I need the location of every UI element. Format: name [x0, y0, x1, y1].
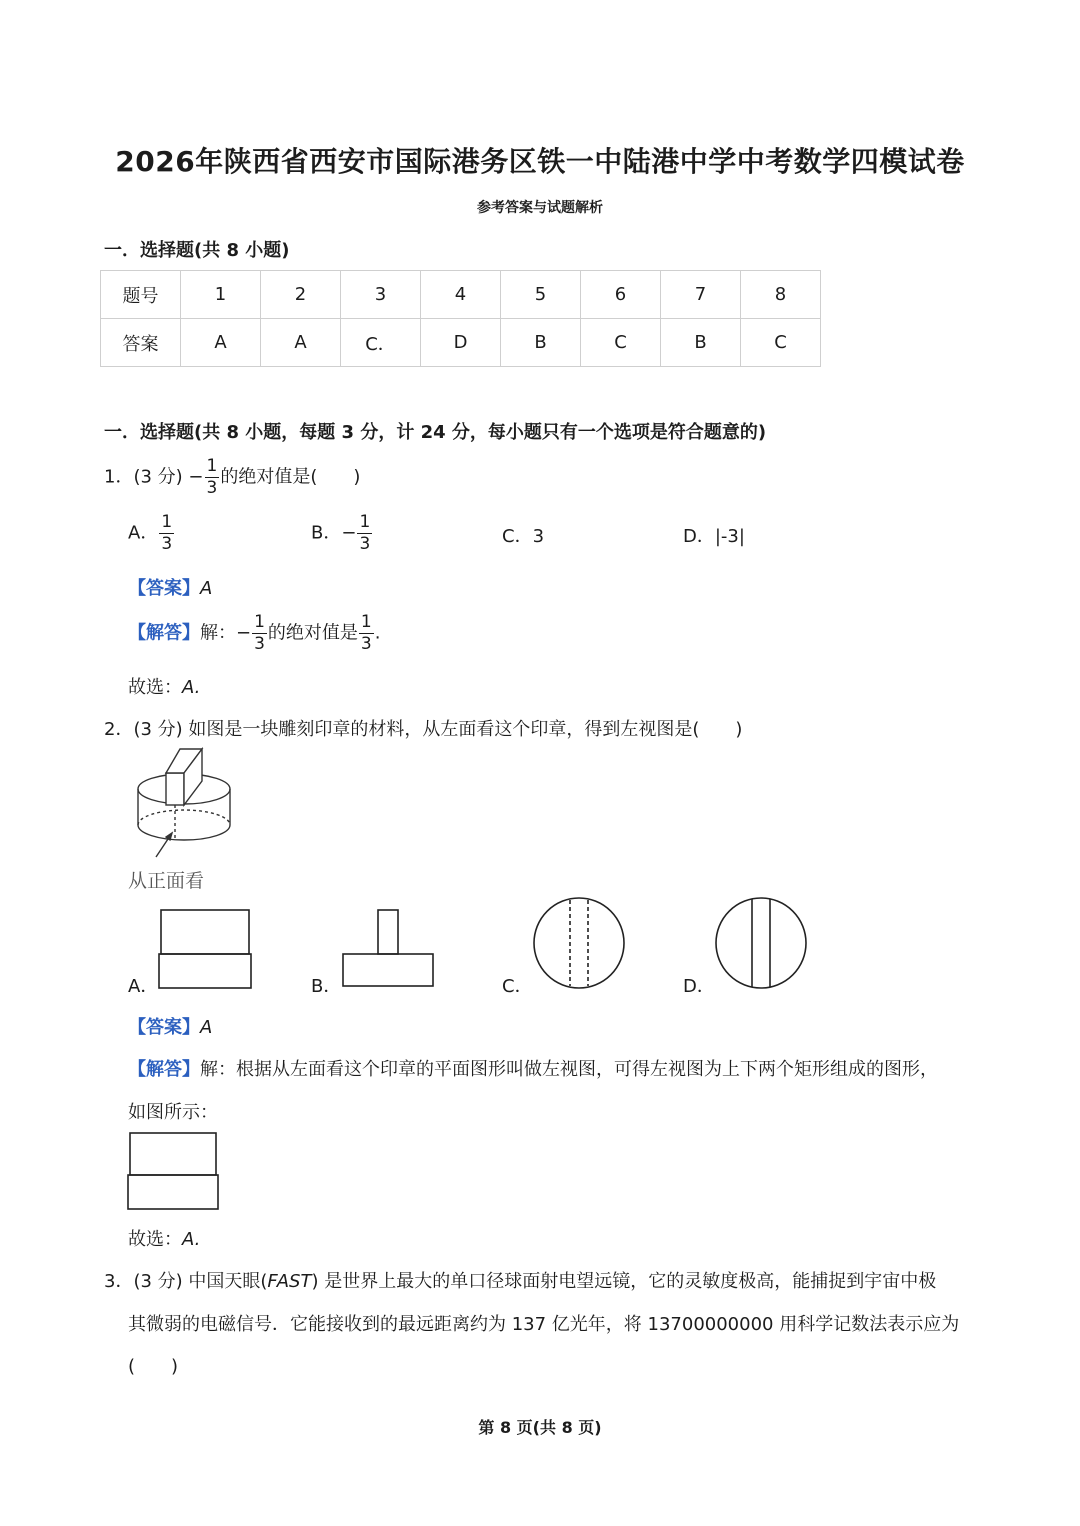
conclusion-value: A.: [182, 677, 201, 698]
question-number-cell: 4: [421, 271, 501, 319]
answer-line: [128, 1013, 212, 1039]
fraction-denominator: 3: [161, 534, 173, 554]
analysis-end: .: [374, 622, 381, 644]
question-number-cell: 8: [741, 271, 821, 319]
conclusion-value: A.: [182, 1229, 201, 1250]
page-footer: 第 8 页(共 8 页): [478, 1418, 602, 1437]
answer-cell: A: [181, 319, 261, 367]
conclusion-prefix: 故选：: [128, 677, 182, 698]
analysis-prefix: 解：: [200, 622, 236, 644]
minus-sign: −: [236, 622, 252, 644]
question-number-cell: 6: [581, 271, 661, 319]
document-subtitle: 参考答案与试题解析: [477, 200, 603, 216]
option-b-label: B．: [311, 976, 342, 997]
question-3-line-3: ( ): [128, 1356, 179, 1377]
answer-cell: B: [501, 319, 581, 367]
answer-cell: C: [581, 319, 661, 367]
option-b: [311, 514, 373, 553]
question-3-fast: FAST: [267, 1271, 312, 1292]
question-1-stem: [104, 458, 360, 497]
option-d: D．|-3|: [683, 526, 745, 547]
option-a: [128, 514, 175, 553]
analysis-tag: 【解答】: [128, 622, 200, 644]
fraction-numerator: 1: [360, 612, 372, 632]
answer-summary-table: [100, 270, 821, 367]
table-row-label: 题号: [101, 271, 181, 319]
minus-sign: −: [188, 466, 204, 488]
answer-cell: C．: [341, 319, 421, 367]
answer-cell: B: [661, 319, 741, 367]
table-row: [101, 271, 821, 319]
question-stem-tail: 的绝对值是( ): [220, 466, 361, 488]
option-a-figure: [158, 908, 254, 990]
minus-sign: −: [341, 522, 357, 544]
summary-heading: 一．选择题(共 8 小题): [104, 240, 290, 261]
question-3-prefix: 3．(3 分) 中国天眼(: [104, 1271, 268, 1292]
question-3-line-2: 其微弱的电磁信号．它能接收到的最远距离约为 137 亿光年，将 13700000000 用科学记数法表示应为: [128, 1314, 960, 1335]
analysis-figure: [126, 1131, 222, 1213]
option-c: C．3: [502, 526, 545, 547]
conclusion-prefix: 故选：: [128, 1229, 182, 1250]
analysis-mid: 的绝对值是: [267, 622, 358, 644]
question-number-cell: 5: [501, 271, 581, 319]
question-3-suffix: ) 是世界上最大的单口径球面射电望远镜，它的灵敏度极高，能捕捉到宇宙中极: [311, 1271, 937, 1292]
document-title: 2026年陕西省西安市国际港务区铁一中陆港中学中考数学四模试卷: [115, 145, 965, 178]
seal-3d-figure: [128, 745, 238, 860]
option-d-figure: [712, 896, 810, 992]
question-number-cell: 7: [661, 271, 741, 319]
table-row-label: 答案: [101, 319, 181, 367]
answer-value: A: [200, 1017, 213, 1038]
option-c-label: C．: [502, 976, 533, 997]
fraction-denominator: 3: [360, 634, 372, 654]
fraction-denominator: 3: [206, 478, 218, 498]
answer-value: A: [200, 578, 213, 599]
figure-caption: 从正面看: [128, 870, 205, 892]
fraction-denominator: 3: [359, 534, 371, 554]
question-number-cell: 2: [261, 271, 341, 319]
analysis-text: 解：根据从左面看这个印章的平面图形叫做左视图，可得左视图为上下两个矩形组成的图形，: [200, 1059, 938, 1080]
conclusion-line: [128, 673, 200, 699]
option-label: A．: [128, 522, 159, 544]
fraction-numerator: 1: [161, 512, 173, 532]
answer-cell: C: [741, 319, 821, 367]
analysis-line: [128, 1055, 938, 1081]
section-heading: 一．选择题(共 8 小题，每题 3 分，计 24 分，每小题只有一个选项是符合题意的): [104, 422, 767, 443]
fraction-numerator: 1: [359, 512, 371, 532]
answer-tag: 【答案】: [128, 578, 200, 599]
fraction: [252, 614, 267, 653]
option-d-label: D．: [683, 976, 715, 997]
question-number: 1．(3 分): [104, 466, 183, 488]
analysis-line-2: 如图所示：: [128, 1102, 218, 1123]
fraction-denominator: 3: [254, 634, 265, 654]
fraction: [205, 458, 220, 497]
table-row: [101, 319, 821, 367]
question-2-stem: 2．(3 分) 如图是一块雕刻印章的材料，从左面看这个印章，得到左视图是( ): [104, 719, 743, 740]
analysis-tag: 【解答】: [128, 1059, 200, 1080]
question-3-line-1: [104, 1267, 936, 1293]
option-b-figure: [341, 908, 437, 990]
answer-tag: 【答案】: [128, 1017, 200, 1038]
option-label: B．: [311, 522, 342, 544]
option-a-label: A．: [128, 976, 159, 997]
option-c-figure: [530, 896, 628, 992]
answer-line: [128, 574, 212, 600]
answer-cell: D: [421, 319, 501, 367]
fraction: [357, 514, 372, 553]
answer-cell: A: [261, 319, 341, 367]
conclusion-line: [128, 1225, 200, 1251]
fraction-numerator: 1: [206, 456, 218, 476]
question-number-cell: 1: [181, 271, 261, 319]
fraction-numerator: 1: [254, 612, 265, 632]
fraction: [159, 514, 174, 553]
question-number-cell: 3: [341, 271, 421, 319]
fraction: [359, 614, 374, 653]
analysis-line: [128, 614, 380, 653]
